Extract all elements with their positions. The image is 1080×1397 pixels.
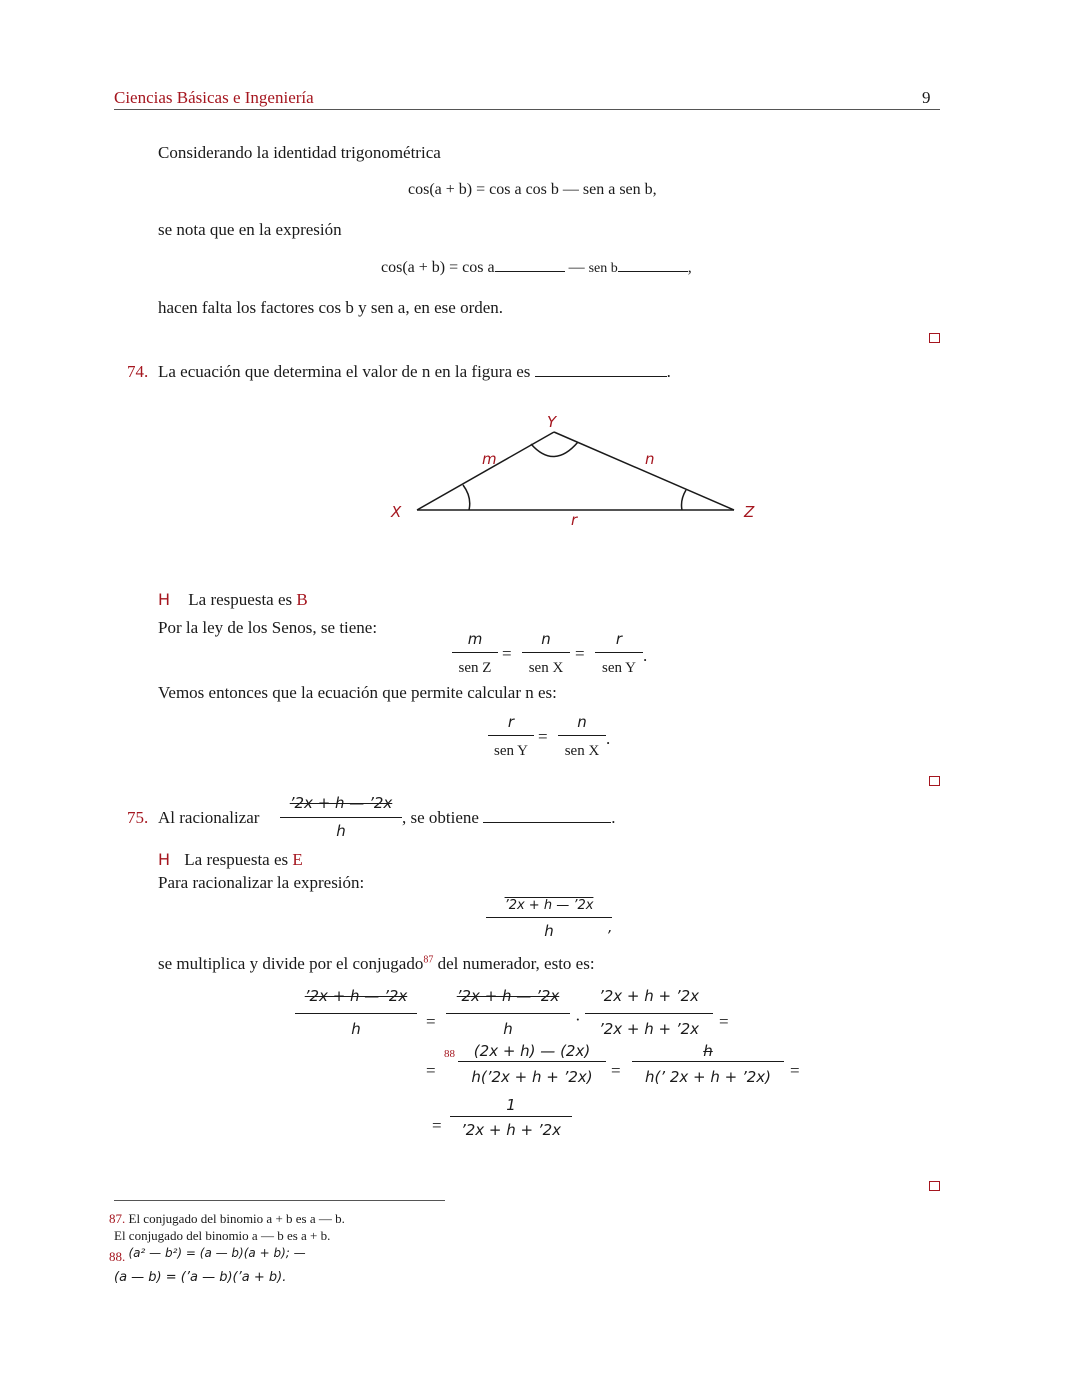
explain-74-2: Vemos entonces que la ecuación que permite calcular n es:	[158, 683, 557, 702]
blank-eq-eq: =	[449, 259, 459, 276]
equals-sign: =	[432, 1116, 442, 1135]
footnote-rule	[114, 1200, 445, 1201]
intro-line-1: Considerando la identidad trigonométrica	[158, 143, 441, 162]
side-r-label: r	[571, 511, 578, 529]
blank-eq-part1: cos a	[462, 259, 495, 276]
multiply-dot: ·	[575, 1010, 581, 1029]
equals-sign: =	[575, 644, 585, 663]
identity-equation	[408, 181, 657, 199]
header-rule	[114, 109, 940, 110]
intro-line-2: se nota que en la expresión	[158, 220, 342, 239]
final-result-fraction: 1 ’2x + h + ’2x	[450, 1096, 572, 1139]
step-5-fraction: h h(’ 2x + h + ’2x)	[632, 1042, 784, 1086]
law-of-sines-term-1: m sen Z	[452, 630, 498, 677]
result-term-1: r sen Y	[488, 713, 534, 760]
answer-hint-icon: H	[158, 590, 171, 609]
expression-to-rationalize: ’2x + h — ’2x h	[486, 897, 612, 940]
identity-eq: =	[476, 181, 486, 198]
answer-letter: B	[296, 590, 308, 609]
answer-blank	[535, 375, 667, 377]
equals-sign: =	[426, 1061, 436, 1080]
law-of-sines-term-2: n sen X	[522, 630, 570, 677]
explain-75-2: se multiplica y divide por el conjugado$^{87}$ del numerador, esto es:	[158, 954, 595, 973]
question-75-text-after: , se obtiene .	[402, 808, 616, 827]
blank-equation	[381, 259, 692, 277]
question-75-expression: ’2x + h — ’2x h	[280, 795, 402, 840]
footnote-88-line-2: (a — b) = (’a — b)(’a + b).	[114, 1270, 287, 1285]
equals-sign: =	[538, 727, 548, 746]
explain-74-1: Por la ley de los Senos, se tiene:	[158, 618, 378, 637]
step-4-fraction: (2x + h) — (2x) h(’2x + h + ’2x)	[458, 1042, 606, 1086]
explain-75-1: Para racionalizar la expresión:	[158, 873, 365, 892]
vertex-x-label: X	[391, 503, 402, 521]
equals-sign: =	[611, 1061, 621, 1080]
equals-sign: =	[719, 1012, 729, 1031]
blank-eq-lhs: cos(a + b)	[381, 259, 446, 276]
step-1-fraction: ’2x + h — ’2x h	[295, 987, 417, 1038]
answer-hint-icon: H	[158, 850, 171, 869]
intro-line-3: hacen falta los factores cos b y sen a, en ese orden.	[158, 298, 504, 317]
law-of-sines-term-3: r sen Y	[595, 630, 643, 677]
step-3-conjugate-fraction: ’2x + h + ’2x ’2x + h + ’2x	[585, 987, 713, 1038]
qed-square-icon	[929, 1181, 940, 1191]
blank-eq-comma: ,	[687, 259, 692, 276]
identity-rhs: cos a cos b — sen a sen b,	[489, 181, 657, 198]
footnote-ref-87[interactable]: 87	[423, 954, 434, 966]
side-m-label: m	[482, 450, 497, 468]
page-number: 9	[922, 88, 931, 107]
answer-75: H La respuesta es E	[158, 850, 303, 869]
footnote-88: 88. (a² — b²) = (a — b)(a + b); —	[109, 1246, 306, 1264]
qed-square-icon	[929, 333, 940, 343]
qed-square-icon	[929, 776, 940, 786]
side-n-label: n	[645, 450, 655, 468]
result-term-2: n sen X	[558, 713, 606, 760]
question-75-number: 75.	[127, 808, 149, 827]
blank-eq-minus: —	[568, 259, 585, 276]
blank-eq-part2: sen b	[588, 261, 618, 276]
footnote-ref-88[interactable]: 88	[444, 1048, 455, 1060]
blank-1	[495, 270, 565, 272]
question-74-number: 74.	[127, 362, 149, 381]
vertex-y-label: Y	[547, 413, 557, 431]
footnote-87-line-2: El conjugado del binomio a — b es a + b.	[114, 1228, 331, 1243]
running-header-title: Ciencias Básicas e Ingeniería	[114, 88, 314, 107]
answer-blank	[483, 821, 611, 823]
question-74-text: La ecuación que determina el valor de n en la figura es .	[158, 362, 671, 381]
question-75-text-before: Al racionalizar	[158, 808, 260, 827]
blank-2	[618, 270, 688, 272]
vertex-z-label: Z	[744, 503, 755, 521]
answer-letter: E	[292, 850, 303, 869]
equals-sign: =	[502, 644, 512, 663]
triangle-figure	[380, 405, 780, 535]
identity-lhs: cos(a + b)	[408, 181, 473, 198]
equals-sign: =	[426, 1012, 436, 1031]
step-2-fraction: ’2x + h — ’2x h	[446, 987, 570, 1038]
answer-74: H La respuesta es B	[158, 590, 308, 609]
equals-sign: =	[790, 1061, 800, 1080]
footnote-87: 87. El conjugado del binomio a + b es a — b.	[109, 1211, 345, 1226]
